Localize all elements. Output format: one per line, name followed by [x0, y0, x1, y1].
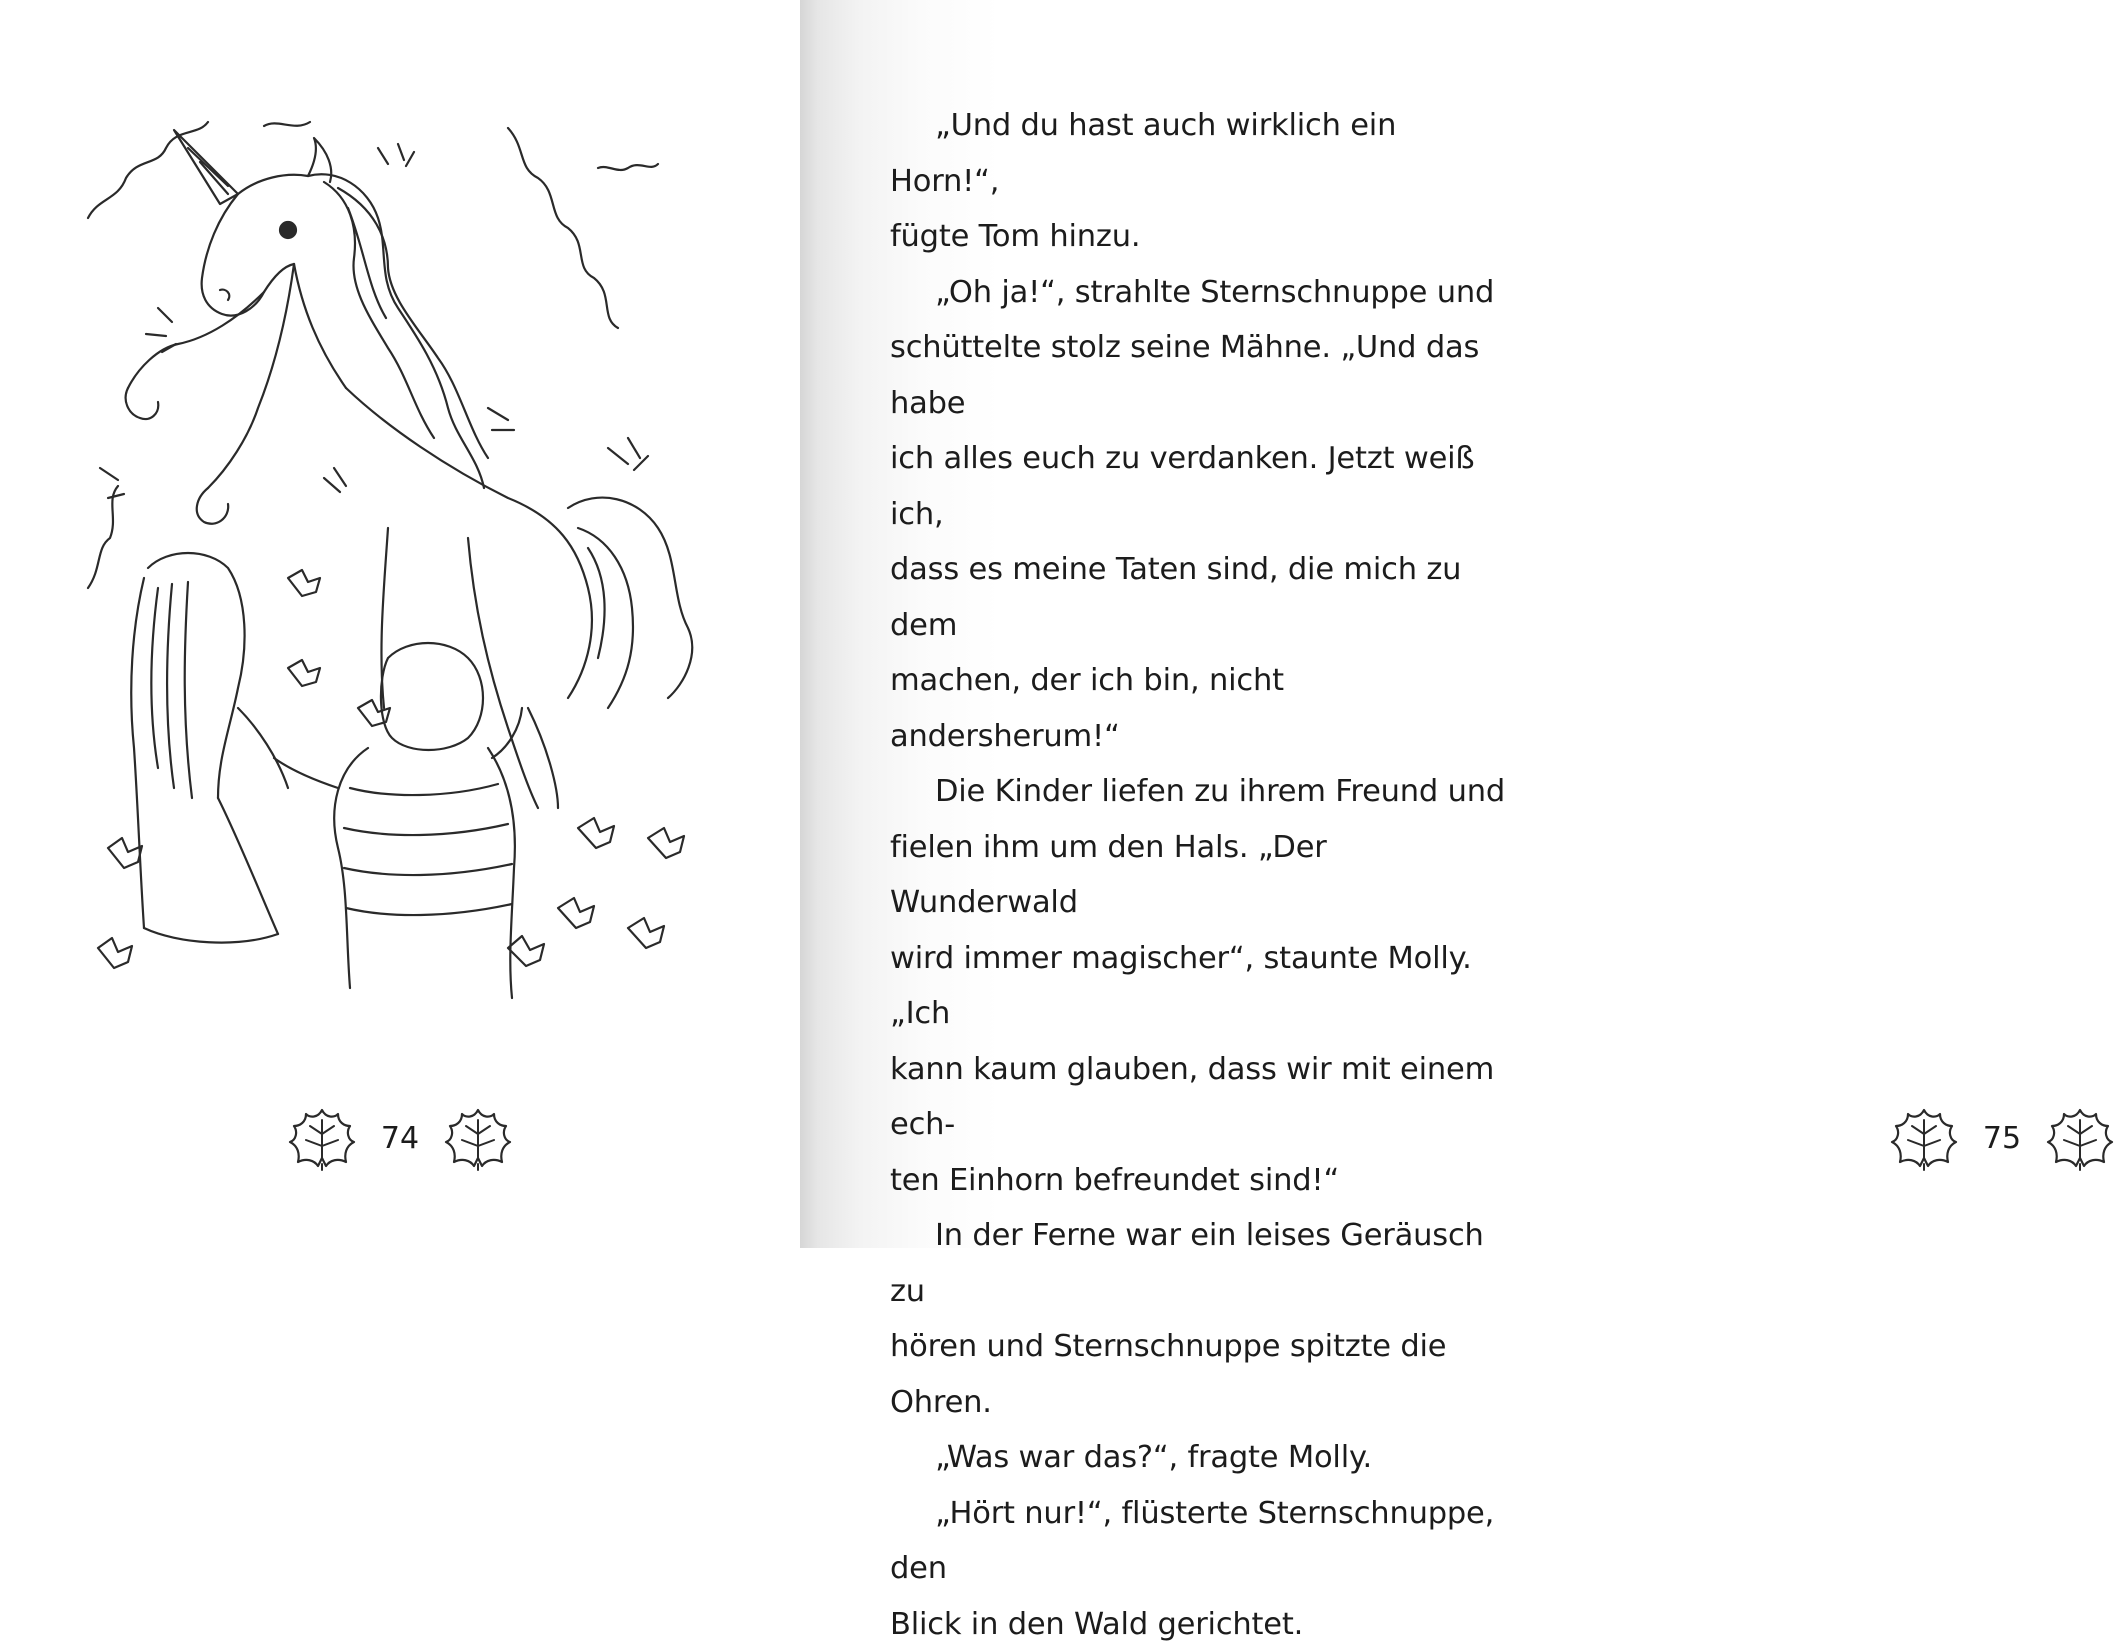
left-page-folio: [288, 1103, 512, 1173]
leaf-icon: [288, 1104, 356, 1172]
text-line: In der Ferne war ein leises Geräusch zu: [890, 1208, 1510, 1319]
text-line: kann kaum glauben, dass wir mit einem ech-: [890, 1042, 1510, 1153]
leaf-icon: [1890, 1104, 1958, 1172]
text-line: fielen ihm um den Hals. „Der Wunderwald: [890, 820, 1510, 931]
page-number: 75: [1978, 1121, 2026, 1156]
story-text: [890, 98, 1510, 1652]
text-line: „Oh ja!“, strahlte Sternschnuppe und: [890, 265, 1510, 321]
text-line: schüttelte stolz seine Mähne. „Und das habe: [890, 320, 1510, 431]
text-line: Die Kinder liefen zu ihrem Freund und: [890, 764, 1510, 820]
text-line: dass es meine Taten sind, die mich zu dem: [890, 542, 1510, 653]
leaf-icon: [2046, 1104, 2114, 1172]
text-line: machen, der ich bin, nicht andersherum!“: [890, 653, 1510, 764]
text-line: „Und du hast auch wirklich ein Horn!“,: [890, 98, 1510, 209]
text-line: hören und Sternschnuppe spitzte die Ohren.: [890, 1319, 1510, 1430]
left-page: [0, 0, 800, 1248]
leaf-icon: [444, 1104, 512, 1172]
page-number: 74: [376, 1121, 424, 1156]
text-line: „Was war das?“, fragte Molly.: [890, 1430, 1510, 1486]
text-line: „Hört nur!“, flüsterte Sternschnuppe, den: [890, 1486, 1510, 1597]
text-line: fügte Tom hinzu.: [890, 209, 1510, 265]
right-page-folio: [1890, 1103, 2114, 1173]
text-line: ich alles euch zu verdanken. Jetzt weiß ich,: [890, 431, 1510, 542]
text-line: ten Einhorn befreundet sind!“: [890, 1153, 1510, 1209]
unicorn-illustration: [88, 108, 708, 1020]
right-page: [800, 0, 1600, 1248]
text-line: Blick in den Wald gerichtet.: [890, 1597, 1510, 1652]
text-line: wird immer magischer“, staunte Molly. „Ich: [890, 931, 1510, 1042]
